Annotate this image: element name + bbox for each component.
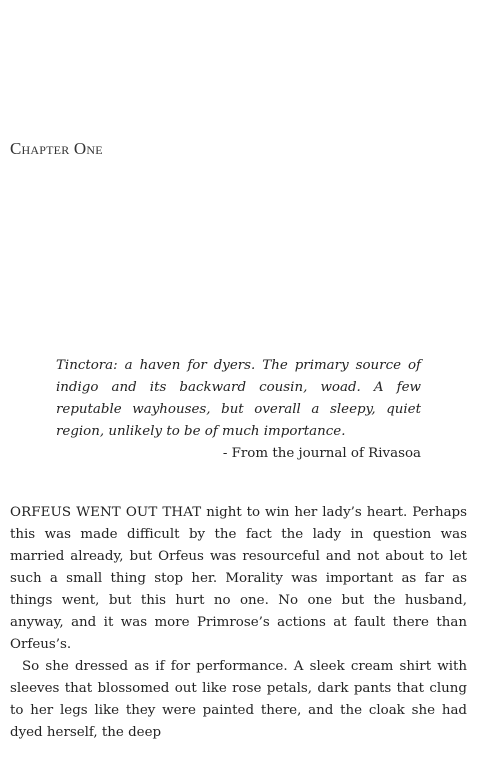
epigraph-source: - From the journal of Rivasoa: [222, 446, 421, 461]
chapter-body: [10, 502, 467, 744]
paragraph-text: night to win her lady’s heart. Perhaps this was made difficult by the fact the lady in question was married already, but Orfeus was resourceful and not about to let such a small thing stop her. Morality was important as far as things went, but this hurt no one. No one but the husband, anyway, and it was more Primrose’s actions at fault there than Orfeus’s.: [10, 505, 467, 652]
body-paragraph: [10, 502, 467, 656]
chapter-title: Chapter One: [10, 139, 103, 158]
body-paragraph: [10, 656, 467, 744]
epigraph-text: Tinctora: a haven for dyers. The primary source of indigo and its backward cousin, woad. A few reputable wayhouses, but overall a sleepy, quiet region, unlikely to be of much importance.: [56, 358, 421, 439]
paragraph-lead-in: ORFEUS WENT OUT THAT: [10, 505, 202, 520]
epigraph: [56, 355, 421, 465]
paragraph-text: So she dressed as if for performance. A sleek cream shirt with sleeves that blossomed out like rose petals, dark pants that clung to her legs like they were painted there, and the cloak she had dyed herself, the deep: [10, 659, 467, 740]
